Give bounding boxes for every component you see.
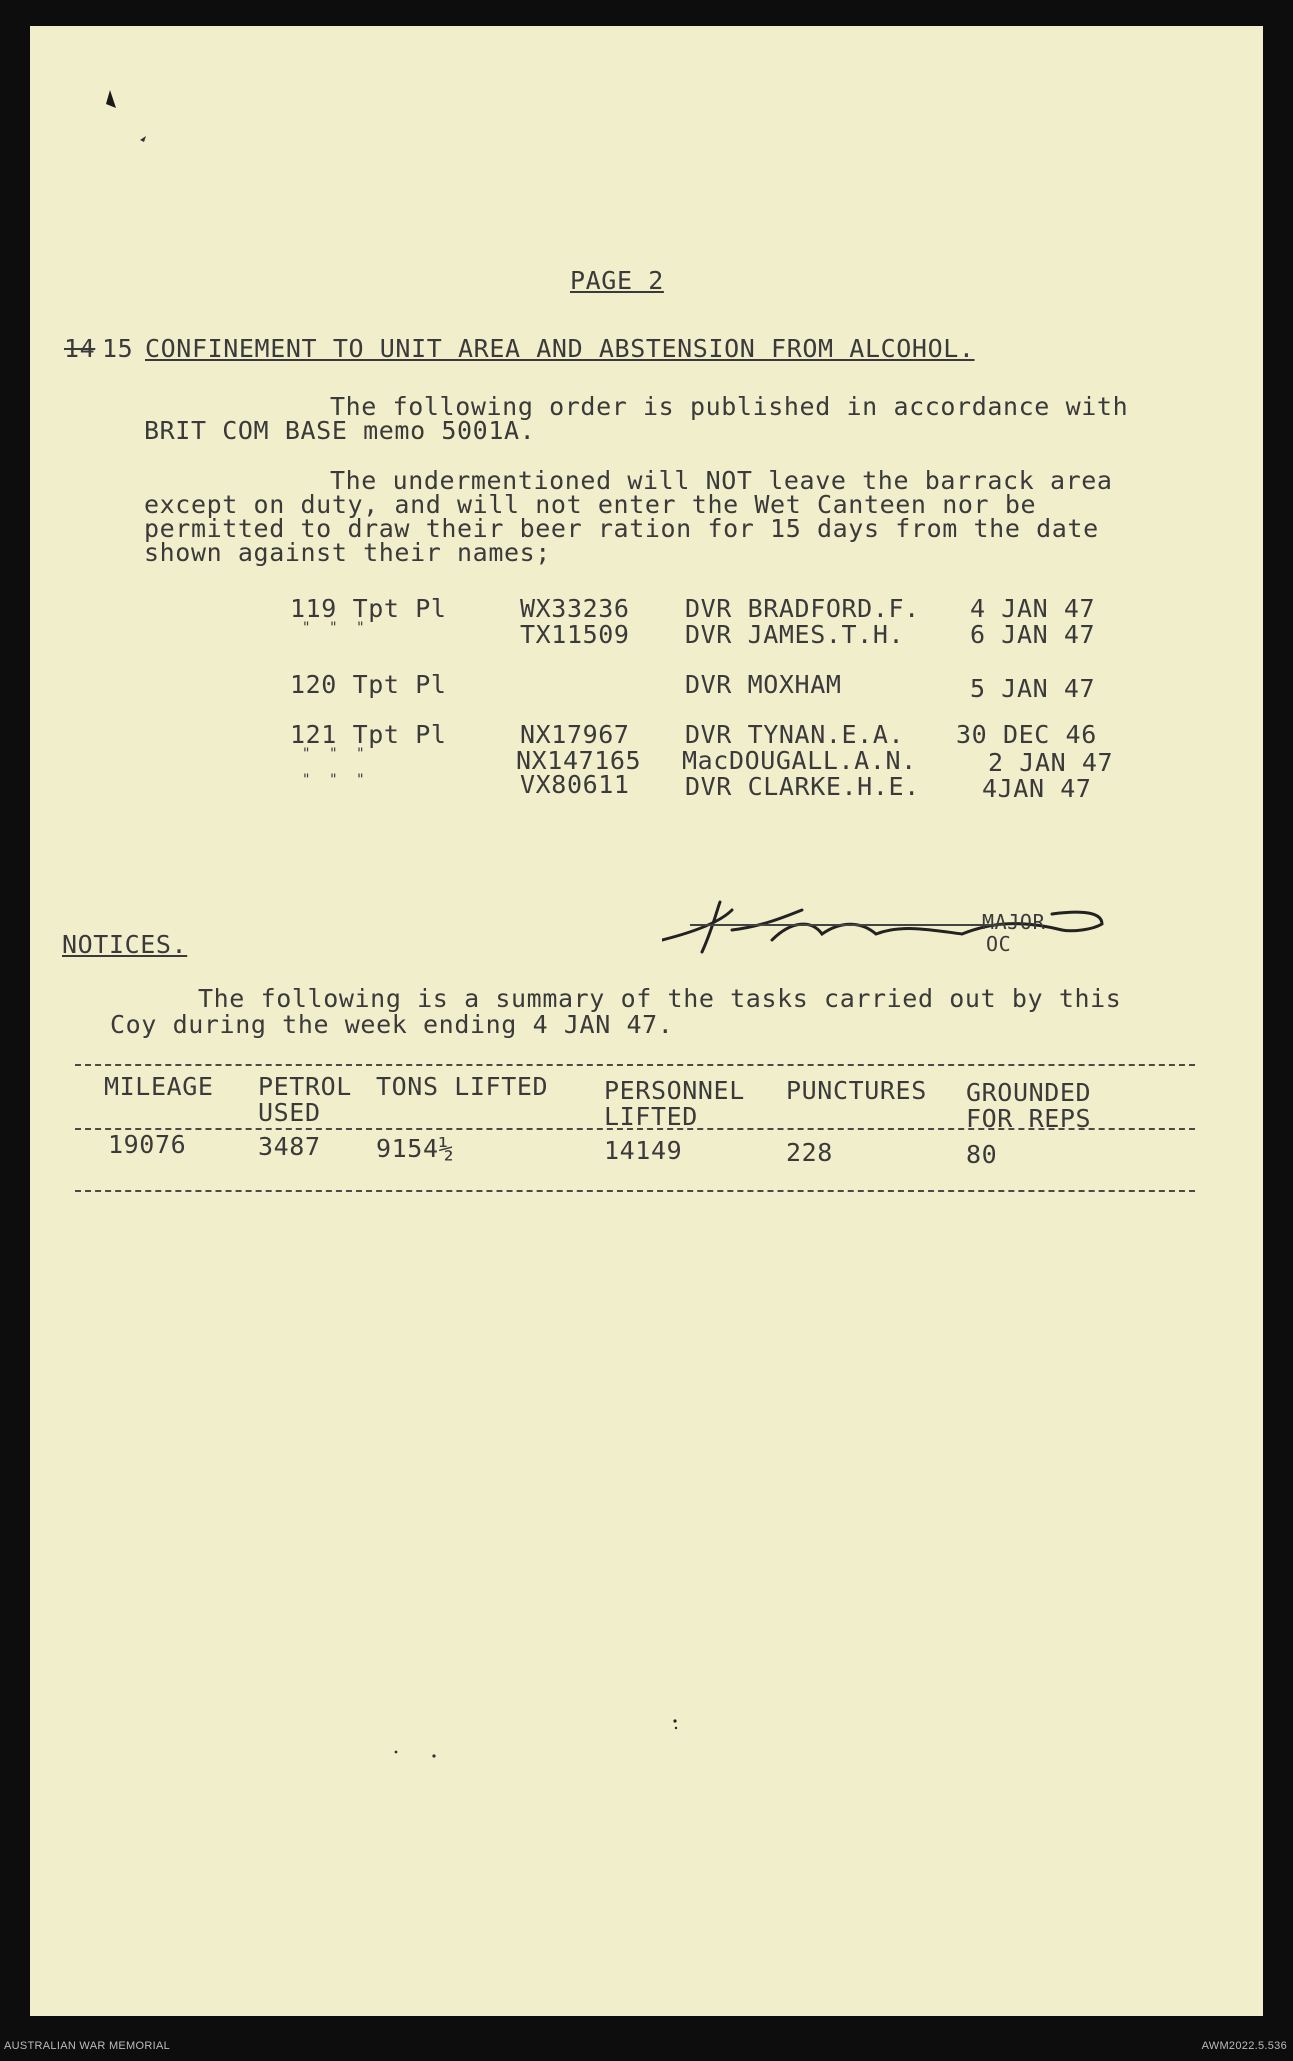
table-value-grounded: 80	[966, 1140, 998, 1169]
table-value-mileage: 19076	[108, 1130, 187, 1159]
page-number: PAGE 2	[570, 266, 664, 295]
notices-heading: NOTICES.	[62, 930, 188, 959]
table-header-punctures: PUNCTURES	[786, 1076, 927, 1105]
personnel-name: DVR JAMES.T.H.	[685, 620, 905, 649]
table-header-rule	[75, 1128, 1195, 1130]
table-header-tons: TONS LIFTED	[376, 1072, 549, 1101]
footer-reference: AWM2022.5.536	[1201, 2040, 1287, 2052]
personnel-date: 30 DEC 46	[956, 720, 1097, 749]
table-top-rule	[75, 1064, 1195, 1066]
personnel-number: NX17967	[520, 720, 630, 749]
notices-line-2: Coy during the week ending 4 JAN 47.	[110, 1010, 674, 1039]
document-page	[30, 26, 1263, 2016]
table-bottom-rule	[75, 1190, 1195, 1192]
paragraph-1-line-2: BRIT COM BASE memo 5001A.	[144, 416, 536, 445]
table-value-tons: 9154½	[376, 1134, 455, 1163]
signatory-rank: MAJOR	[982, 910, 1046, 934]
table-value-petrol: 3487	[258, 1132, 321, 1161]
table-header-personnel-2: LIFTED	[604, 1102, 698, 1131]
personnel-number: VX80611	[520, 770, 630, 799]
struck-section-number: 14	[64, 334, 96, 363]
notices-line-1: The following is a summary of the tasks carried out by this	[198, 984, 1122, 1013]
section-number	[64, 334, 95, 363]
personnel-unit: 119 Tpt Pl	[290, 594, 447, 623]
personnel-name: DVR TYNAN.E.A.	[685, 720, 905, 749]
signatory-role: OC	[986, 932, 1012, 956]
personnel-number: NX147165	[516, 746, 642, 775]
speck-mark-icon	[390, 1746, 450, 1766]
table-header-mileage: MILEAGE	[104, 1072, 214, 1101]
personnel-unit: 121 Tpt Pl	[290, 720, 447, 749]
paragraph-2-line-2: except on duty, and will not enter the Wet Canteen nor be	[144, 490, 1037, 519]
table-header-grounded: GROUNDED	[966, 1078, 1092, 1107]
table-value-personnel: 14149	[604, 1136, 683, 1165]
personnel-name: DVR BRADFORD.F.	[685, 594, 920, 623]
personnel-unit: 120 Tpt Pl	[290, 670, 447, 699]
personnel-date: 4JAN 47	[982, 774, 1092, 803]
personnel-unit: " " "	[302, 620, 366, 636]
signature-line	[690, 924, 1000, 926]
personnel-unit: " " "	[302, 746, 366, 762]
personnel-number: TX11509	[520, 620, 630, 649]
table-header-petrol-2: USED	[258, 1098, 321, 1127]
personnel-date: 6 JAN 47	[970, 620, 1096, 649]
personnel-name: DVR MOXHAM	[685, 670, 842, 699]
footer-institution: AUSTRALIAN WAR MEMORIAL	[4, 2040, 171, 2052]
table-header-personnel: PERSONNEL	[604, 1076, 745, 1105]
personnel-date: 5 JAN 47	[970, 674, 1096, 703]
table-header-petrol: PETROL	[258, 1072, 352, 1101]
personnel-date: 2 JAN 47	[988, 748, 1114, 777]
section-number-current: 15	[102, 334, 134, 363]
speck-mark-icon	[670, 1716, 690, 1736]
paragraph-1-line-1: The following order is published in accordance with	[330, 392, 1129, 421]
paragraph-2-line-3: permitted to draw their beer ration for 15 days from the date	[144, 514, 1099, 543]
personnel-date: 4 JAN 47	[970, 594, 1096, 623]
personnel-name: DVR CLARKE.H.E.	[685, 772, 920, 801]
paragraph-2-line-1: The undermentioned will NOT leave the barrack area	[330, 466, 1113, 495]
table-value-punctures: 228	[786, 1138, 833, 1167]
table-header-grounded-2: FOR REPS	[966, 1104, 1092, 1133]
signature-icon	[662, 900, 1132, 960]
personnel-unit: " " "	[302, 772, 366, 788]
paragraph-2-line-4: shown against their names;	[144, 538, 551, 567]
ink-mark-icon	[100, 88, 160, 158]
personnel-number: WX33236	[520, 594, 630, 623]
section-title: CONFINEMENT TO UNIT AREA AND ABSTENSION FROM ALCOHOL.	[145, 334, 975, 363]
personnel-name: MacDOUGALL.A.N.	[682, 746, 917, 775]
